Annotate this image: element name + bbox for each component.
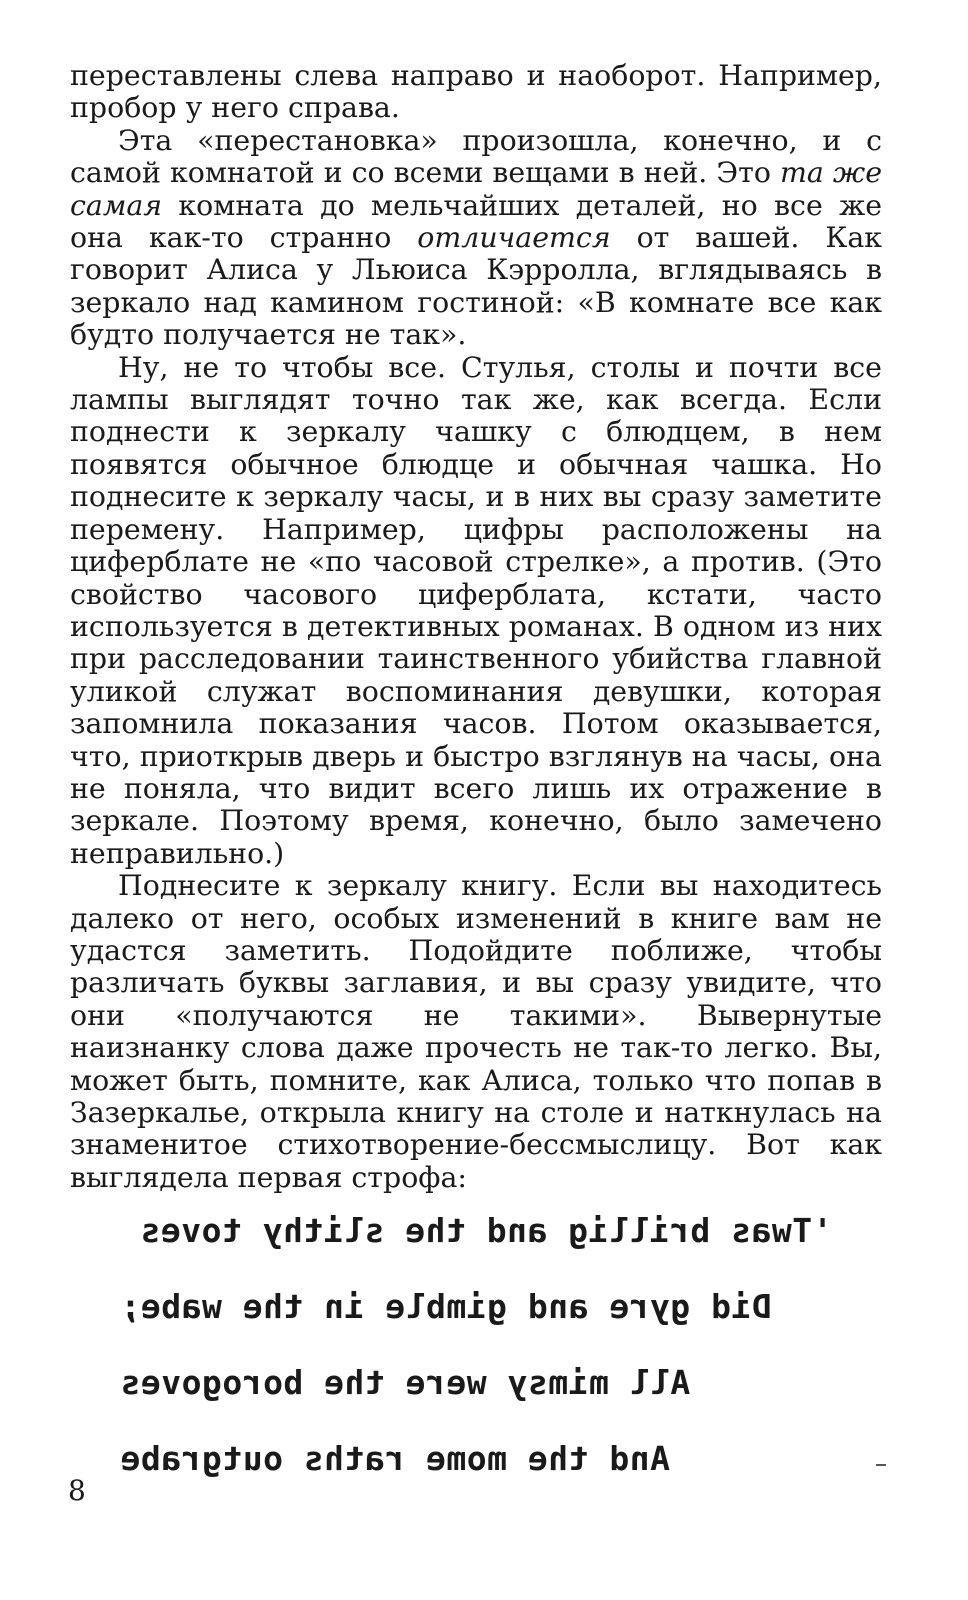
paragraph <box>70 352 882 871</box>
italic-phrase: отличается <box>417 221 611 255</box>
text-run: Ну, не то чтобы все. Стулья, столы и почти все лампы выглядят точно так же, как всегда. Если поднести к зеркалу чашку с блюдцем, в нем появятся обычное блюдце и обычная чашка. Но поднесите к зеркалу часы, и в них вы сразу заметите перемену. Например, цифры расположены на циферблате не «по часовой стрелке», а против. (Это свойство часового циферблата, кстати, часто используется в детективных романах. В одном из них при расследовании таинственного убийства главной уликой служат воспоминания девушки, которая запомнила показания часов. Потом оказывается, что, приоткрыв дверь и быстро взглянув на часы, она не поняла, что видит всего лишь их отражение в зеркале. Поэтому время, конечно, было замечено неправильно.) <box>70 350 882 870</box>
page-number: 8 <box>68 1474 86 1507</box>
edge-mark <box>876 1464 886 1466</box>
italic-phrase: та же самая <box>70 156 882 222</box>
paragraph <box>70 870 882 1194</box>
page-body <box>70 60 882 1194</box>
main-text <box>70 60 882 1194</box>
text-run: переставлены слева направо и наоборот. Например, пробор у него справа. <box>70 59 882 125</box>
paragraph <box>70 125 882 352</box>
poem-line-3: All mimsy were the borogoves <box>120 1363 691 1402</box>
mirrored-poem <box>120 1211 833 1516</box>
text-run: Поднесите к зеркалу книгу. Если вы находитесь далеко от него, особых изменений в книге вам не удастся заметить. Подойдите поближе, чтобы различать буквы заглавия, и вы сразу увидите, что они «получаются не такими». Вывернутые наизнанку слова даже прочесть не так-то легко. Вы, может быть, помните, как Алиса, только что попав в Зазеркалье, открыла книгу на столе и наткнулась на знаменитое стихотворение-бессмыслицу. Вот как выглядела первая строфа: <box>70 869 882 1194</box>
text-run: Эта «перестановка» произошла, конечно, и с самой комнатой и со всеми вещами в ней. Это <box>70 123 882 190</box>
poem-line-1: 'Twas brillig and the slithy toves <box>140 1211 833 1250</box>
poem-line-2: Did gyre and gimble in the wabe; <box>120 1287 772 1326</box>
text-run: комната до мельчайших деталей, но все же она как-то странно <box>70 188 882 255</box>
paragraph <box>70 60 882 125</box>
text-run: от вашей. Как говорит Алиса у Льюиса Кэрролла, вглядываясь в зеркало над камином гостиной: «В комнате все как будто получается не так». <box>70 221 882 352</box>
poem-line-4: And the mome raths outgrabe <box>120 1439 670 1478</box>
